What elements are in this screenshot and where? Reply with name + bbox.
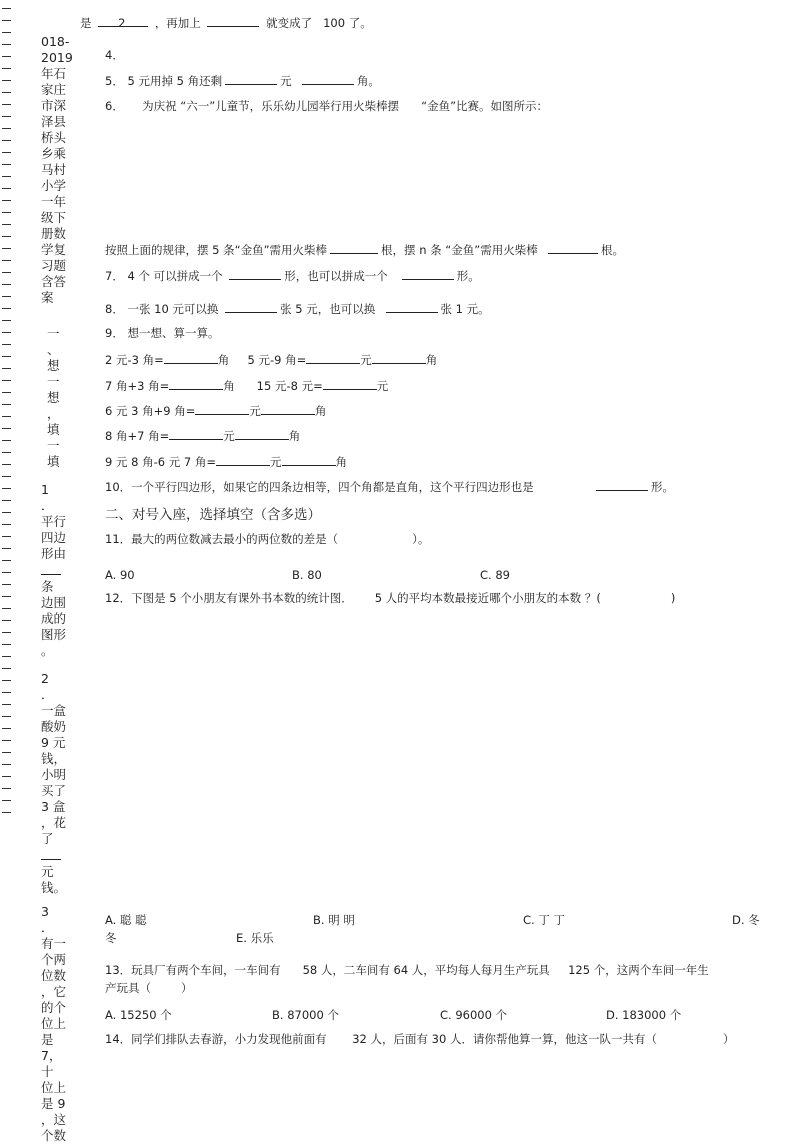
q13-option-c[interactable]: C. 96000 个: [440, 1008, 508, 1022]
left-col-text: 018-: [41, 34, 70, 49]
q10: 10．一个平行四边形，如果它的四条边相等，四个角都是直角，这个平行四边形也是 形。: [105, 480, 674, 494]
section1-heading: [47, 326, 71, 470]
left-col-text: 个两: [41, 952, 67, 967]
dash: [2, 704, 11, 705]
left-col-text: 一: [47, 326, 60, 341]
left-col-text: 家庄: [41, 82, 67, 97]
dash: [2, 404, 11, 405]
dash: [2, 692, 11, 693]
dash: [2, 464, 11, 465]
dash: [2, 656, 11, 657]
q13-option-b[interactable]: B. 87000 个: [272, 1008, 339, 1022]
left-col-text: 是 9: [41, 1096, 66, 1111]
dash: [2, 524, 11, 525]
dash: [2, 308, 11, 309]
left-col-text: 7，十: [41, 1048, 62, 1079]
left-col-text: 买了: [41, 783, 67, 798]
dash: [2, 200, 11, 201]
left-col-text: 1: [41, 482, 49, 497]
q13-cont: 产玩具（ ）: [105, 981, 193, 995]
dash: [2, 80, 11, 81]
dash: [2, 632, 11, 633]
left-col-text: 图形: [41, 627, 67, 642]
q11: 11．最大的两位数减去最小的两位数的差是（ ）。: [105, 532, 430, 546]
dash: [2, 260, 11, 261]
dash: [2, 92, 11, 93]
dash: [2, 8, 11, 9]
left-q1: [41, 482, 71, 562]
q6: 6． 为庆祝 “六一”儿童节，乐乐幼儿园举行用火柴棒摆 “金鱼”比赛。如图所示：: [105, 99, 549, 113]
left-col-text: 含答: [41, 274, 67, 289]
line-0: [80, 14, 372, 31]
left-col-text: 位数: [41, 968, 67, 983]
dash: [2, 356, 11, 357]
text: 是: [80, 16, 92, 30]
left-col-text: ，这: [41, 1112, 67, 1127]
dash: [2, 20, 11, 21]
calc-row-5: 9 元 8 角-6 元 7 角= 元 角: [105, 455, 347, 469]
left-col-text: 年石: [41, 66, 67, 81]
dash: [2, 140, 11, 141]
dash: [2, 344, 11, 345]
left-col-text: 一盒: [41, 703, 67, 718]
left-column: [41, 34, 71, 1144]
left-col-text: 酸奶: [41, 719, 67, 734]
left-col-text: 一年: [41, 194, 67, 209]
dash: [2, 164, 11, 165]
left-col-text: 四边: [41, 530, 67, 545]
calc-row-1: 2 元-3 角= 角 5 元-9 角= 元 角: [105, 353, 438, 367]
left-col-text: 有一: [41, 936, 67, 951]
left-col-text: 一想: [47, 374, 60, 405]
text: 就变成了: [266, 16, 313, 30]
dash: [2, 56, 11, 57]
q12-option-d[interactable]: D. 冬: [732, 913, 760, 927]
dash: [2, 320, 11, 321]
q12-option-d-cont: 冬: [105, 931, 117, 945]
blank: [207, 14, 259, 27]
dash: [2, 728, 11, 729]
left-col-text: 桥头: [41, 130, 67, 145]
left-col-text: 位上: [41, 1080, 67, 1095]
left-col-text: 乡乘: [41, 146, 67, 161]
q11-option-c[interactable]: C. 89: [480, 568, 510, 582]
title-block: [41, 34, 71, 306]
left-col-text: 案: [41, 290, 54, 305]
dash: [2, 416, 11, 417]
left-col-text: 成的: [41, 611, 67, 626]
dash: [2, 584, 11, 585]
left-col-text: 3: [41, 904, 49, 919]
dash: [2, 476, 11, 477]
q14: 14．同学们排队去春游，小力发现他前面有 32 人，后面有 30 人．请你帮他算一算，他这一队一共有（ ）: [105, 1032, 735, 1046]
left-col-text: 个数: [41, 1128, 67, 1143]
dash: [2, 44, 11, 45]
left-q2: [41, 671, 71, 847]
left-col-text: ．: [41, 687, 54, 702]
left-col-text: 泽县: [41, 114, 67, 129]
left-col-text: 习题: [41, 258, 67, 273]
blank: 2: [98, 14, 148, 27]
dash: [2, 716, 11, 717]
q7: 7． 4 个 可以拼成一个 形，也可以拼成一个 形。: [105, 269, 480, 283]
dash: [2, 32, 11, 33]
left-col-text: 册数: [41, 226, 67, 241]
dash: [2, 176, 11, 177]
q12-option-c[interactable]: C. 丁 丁: [523, 913, 565, 927]
dash: [2, 452, 11, 453]
dash: [2, 248, 11, 249]
dash: [2, 296, 11, 297]
q11-option-a[interactable]: A. 90: [105, 568, 135, 582]
left-col-text: 9 元: [41, 735, 66, 750]
q12-option-a[interactable]: A. 聪 聪: [105, 913, 147, 927]
calc-row-3: 6 元 3 角+9 角= 元 角: [105, 404, 327, 418]
q6-question: 按照上面的规律，摆 5 条“金鱼”需用火柴棒 根，摆 n 条 “金鱼”需用火柴棒 根。: [105, 243, 625, 257]
q13: 13．玩具厂有两个车间，一车间有 58 人，二车间有 64 人，平均每人每月生产玩具 125 个，这两个车间一年生: [105, 963, 709, 977]
dash: [2, 560, 11, 561]
dash: [2, 776, 11, 777]
binding-dash-line: [2, 8, 14, 824]
q4: 4．: [105, 48, 124, 62]
left-col-text: 了: [41, 831, 54, 846]
dash: [2, 284, 11, 285]
left-col-text: 平行: [41, 514, 67, 529]
dash: [2, 128, 11, 129]
left-col-text: 钱。: [41, 880, 67, 895]
dash: [2, 620, 11, 621]
left-col-text: 小学: [41, 178, 67, 193]
dash: [2, 764, 11, 765]
left-col-text: 。: [41, 643, 54, 658]
dash: [2, 812, 11, 813]
left-q3: [41, 904, 71, 1144]
dash: [2, 644, 11, 645]
dash: [2, 68, 11, 69]
left-col-text: 是: [41, 1032, 54, 1047]
dash: [2, 332, 11, 333]
q11-option-b[interactable]: B. 80: [292, 568, 322, 582]
left-col-text: 市深: [41, 98, 67, 113]
dash: [2, 740, 11, 741]
q12-option-b[interactable]: B. 明 明: [313, 913, 355, 927]
left-col-text: 小明: [41, 767, 67, 782]
q9: 9． 想一想、算一算。: [105, 326, 220, 340]
q8: 8． 一张 10 元可以换 张 5 元，也可以换 张 1 元。: [105, 302, 490, 316]
dash: [2, 608, 11, 609]
left-col-text: ，填: [47, 406, 60, 437]
left-col-text: ．: [41, 498, 54, 513]
dash: [2, 392, 11, 393]
q13-option-a[interactable]: A. 15250 个: [105, 1008, 172, 1022]
left-col-text: 的个: [41, 1000, 67, 1015]
dash: [2, 152, 11, 153]
left-col-text: 边围: [41, 595, 67, 610]
left-q1-tail: [41, 595, 71, 659]
dash: [2, 788, 11, 789]
calc-row-4: 8 角+7 角= 元 角: [105, 429, 301, 443]
calc-row-2: 7 角+3 角= 角 15 元-8 元= 元: [105, 379, 389, 393]
dash: [2, 224, 11, 225]
dash: [2, 752, 11, 753]
dash: [2, 380, 11, 381]
left-col-text: 2: [41, 671, 49, 686]
dash: [2, 572, 11, 573]
left-col-text: 位上: [41, 1016, 67, 1031]
left-col-text: 3 盒: [41, 799, 66, 814]
left-col-text: 马村: [41, 162, 67, 177]
left-col-text: ．: [41, 920, 54, 935]
left-col-text: ，花: [41, 815, 67, 830]
dash: [2, 668, 11, 669]
left-col-text: 学复: [41, 242, 67, 257]
left-q1-blank: 条: [41, 562, 71, 595]
left-col-text: 2019: [41, 50, 73, 65]
dash: [2, 512, 11, 513]
dash: [2, 440, 11, 441]
text: 100 了。: [323, 16, 372, 30]
q13-option-d[interactable]: D. 183000 个: [606, 1008, 682, 1022]
left-q2-tail: [41, 880, 71, 896]
left-col-text: 、想: [47, 342, 60, 373]
text: ，再加上: [154, 16, 201, 30]
dash: [2, 488, 11, 489]
left-col-text: 级下: [41, 210, 67, 225]
dash: [2, 596, 11, 597]
q12: 12．下图是 5 个小朋友有课外书本数的统计图． 5 人的平均本数最接近哪个小朋友的本数 ？( ): [105, 591, 676, 605]
dash: [2, 236, 11, 237]
dash: [2, 800, 11, 801]
dash: [2, 548, 11, 549]
dash: [2, 680, 11, 681]
dash: [2, 272, 11, 273]
q5: 5． 5 元用掉 5 角还剩 元 角。: [105, 74, 380, 88]
dash: [2, 536, 11, 537]
dash: [2, 116, 11, 117]
left-q2-blank: 元: [41, 847, 71, 880]
dash: [2, 368, 11, 369]
dash: [2, 428, 11, 429]
dash: [2, 104, 11, 105]
left-col-text: 一填: [47, 438, 60, 469]
section2-heading: 二、对号入座，选择填空（含多选）: [105, 507, 321, 523]
dash: [2, 188, 11, 189]
dash: [2, 500, 11, 501]
left-col-text: ，它: [41, 984, 67, 999]
left-col-text: 钱，: [41, 751, 67, 766]
dash: [2, 212, 11, 213]
q12-option-e[interactable]: E. 乐乐: [236, 931, 274, 945]
left-col-text: 形由: [41, 546, 67, 561]
